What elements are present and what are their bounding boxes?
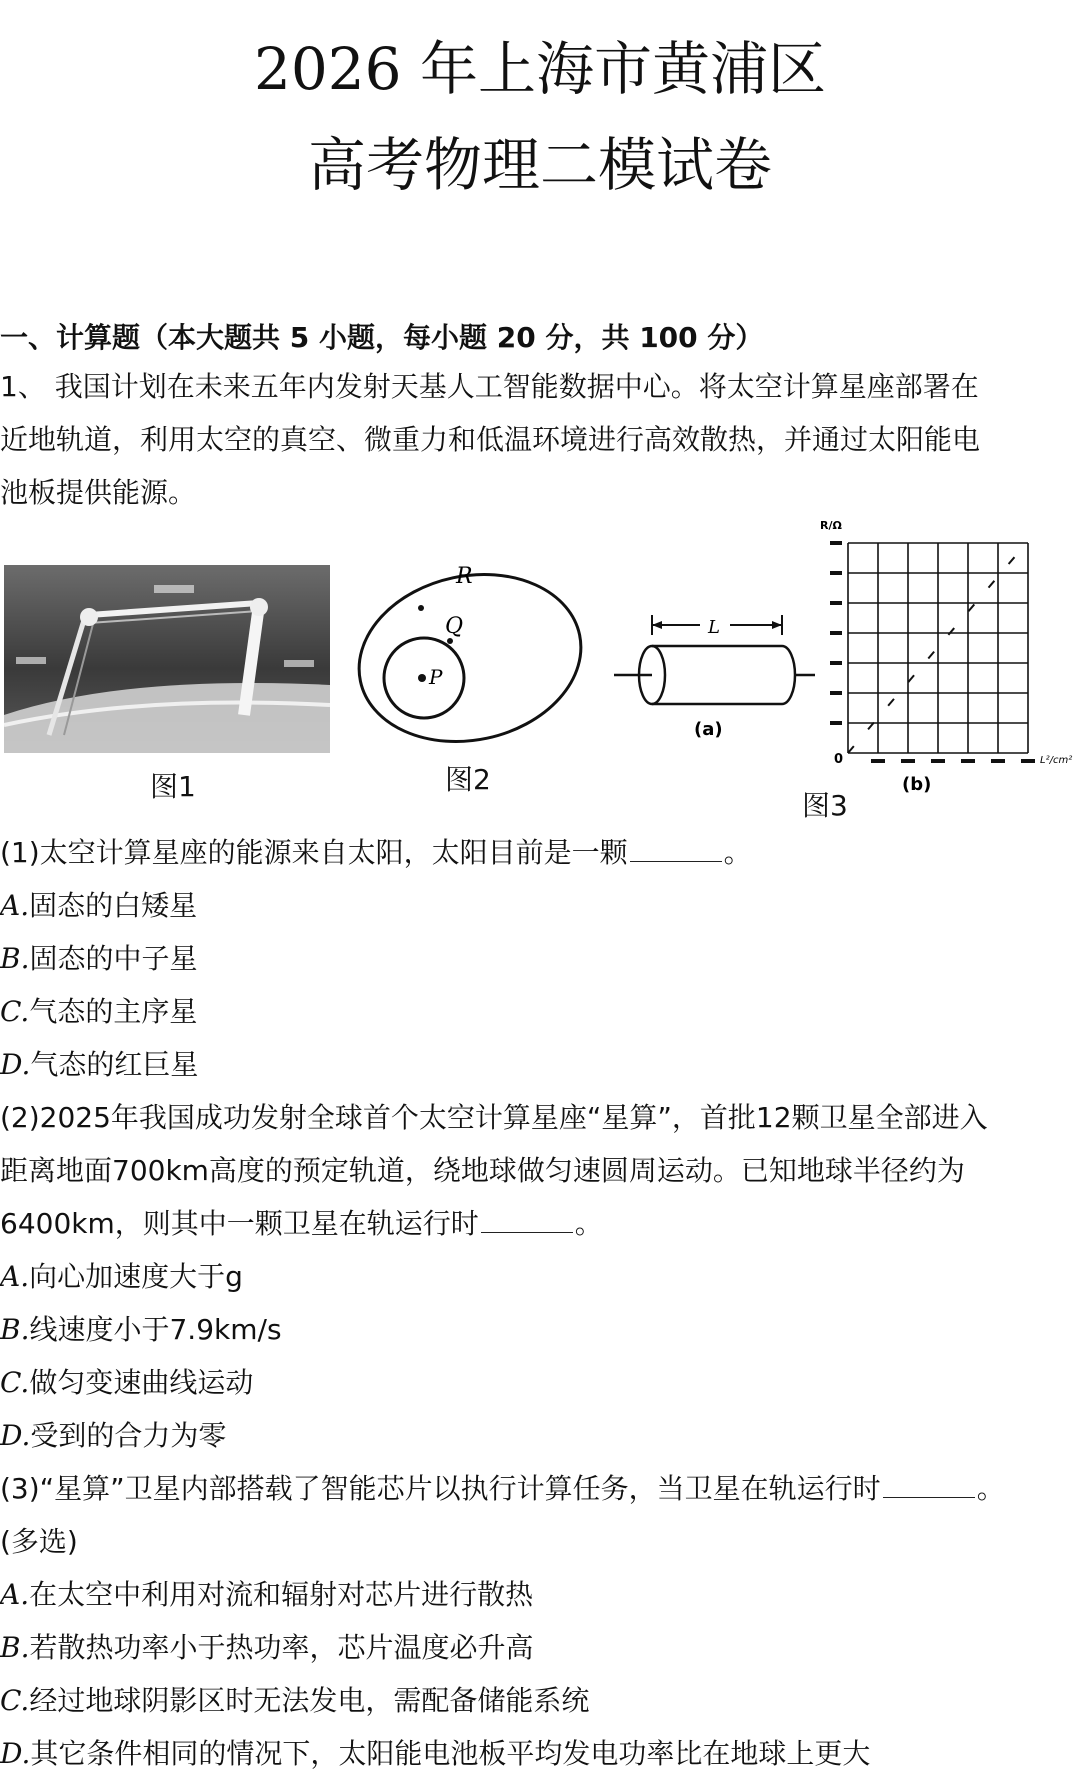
sub1-stem: (1)太空计算星座的能源来自太阳，太阳目前是一颗 。 [0, 826, 1080, 879]
sub2-option-a: A.向心加速度大于g [0, 1260, 243, 1293]
q1-intro-line3: 池板提供能源。 [0, 476, 197, 509]
figure-2-label-Q: Q [445, 614, 464, 639]
sub2-stem-line2: 距离地面700km高度的预定轨道，绕地球做匀速圆周运动。已知地球半径约为 [0, 1154, 965, 1187]
sub3-option-d: D.其它条件相同的情况下，太阳能电池板平均发电功率比在地球上更大 [0, 1737, 871, 1770]
sub3-option-c: C.经过地球阴影区时无法发电，需配备储能系统 [0, 1684, 590, 1717]
figure-1-satellite-photo [4, 565, 330, 753]
sub1-option-c: C.气态的主序星 [0, 995, 198, 1028]
figure-3b-origin: 0 [834, 752, 844, 767]
sub3-stem-line2: (多选) [0, 1525, 78, 1558]
figure-3a-length-label: L [708, 617, 720, 638]
sub2-stem-line1: (2)2025年我国成功发射全球首个太空计算星座“星算”，首批12颗卫星全部进入 [0, 1101, 988, 1134]
figure-3a-cylinder-diagram [612, 605, 817, 745]
figure-2-caption: 图2 [445, 763, 491, 796]
sub1-option-a: A.固态的白矮星 [0, 889, 198, 922]
exam-title-line2: 高考物理二模试卷 [307, 131, 772, 199]
figure-3b-graph [818, 515, 1080, 793]
figure-3a-label: (a) [694, 719, 723, 740]
exam-title-line1: 2026 年上海市黄浦区 [253, 35, 827, 103]
figure-3b-label: (b) [902, 774, 932, 793]
q1-intro-line2: 近地轨道，利用太空的真空、微重力和低温环境进行高效散热，并通过太阳能电 [0, 423, 981, 456]
sub2-answer-blank [481, 1204, 573, 1233]
figure-3b-x-axis-label: L²/cm² [1040, 755, 1073, 766]
sub2-option-b: B.线速度小于7.9km/s [0, 1313, 282, 1346]
figure-2-orbit-diagram [352, 555, 592, 755]
q1-intro-line1: 1、 我国计划在未来五年内发射天基人工智能数据中心。将太空计算星座部署在 [0, 370, 979, 403]
figure-2-label-P: P [429, 665, 443, 689]
sub1-option-d: D.气态的红巨星 [0, 1048, 199, 1081]
sub3-option-b: B.若散热功率小于热功率，芯片温度必升高 [0, 1631, 534, 1664]
sub2-option-d: D.受到的合力为零 [0, 1419, 227, 1452]
sub2-stem-line3: 6400km，则其中一颗卫星在轨运行时 。 [0, 1197, 1080, 1250]
figure-1-caption: 图1 [150, 770, 196, 803]
figure-3b-y-axis-label: R/Ω [820, 519, 842, 532]
sub3-stem-line1: (3)“星算”卫星内部搭载了智能芯片以执行计算任务，当卫星在轨运行时 。 [0, 1462, 1080, 1515]
figure-3-caption: 图3 [802, 789, 848, 822]
figure-2-label-R: R [456, 564, 473, 589]
sub1-answer-blank [630, 833, 722, 862]
section-heading: 一、计算题（本大题共 5 小题，每小题 20 分，共 100 分） [0, 321, 764, 354]
sub3-option-a: A.在太空中利用对流和辐射对芯片进行散热 [0, 1578, 534, 1611]
sub3-answer-blank [883, 1469, 975, 1498]
sub1-option-b: B.固态的中子星 [0, 942, 198, 975]
sub2-option-c: C.做匀变速曲线运动 [0, 1366, 254, 1399]
